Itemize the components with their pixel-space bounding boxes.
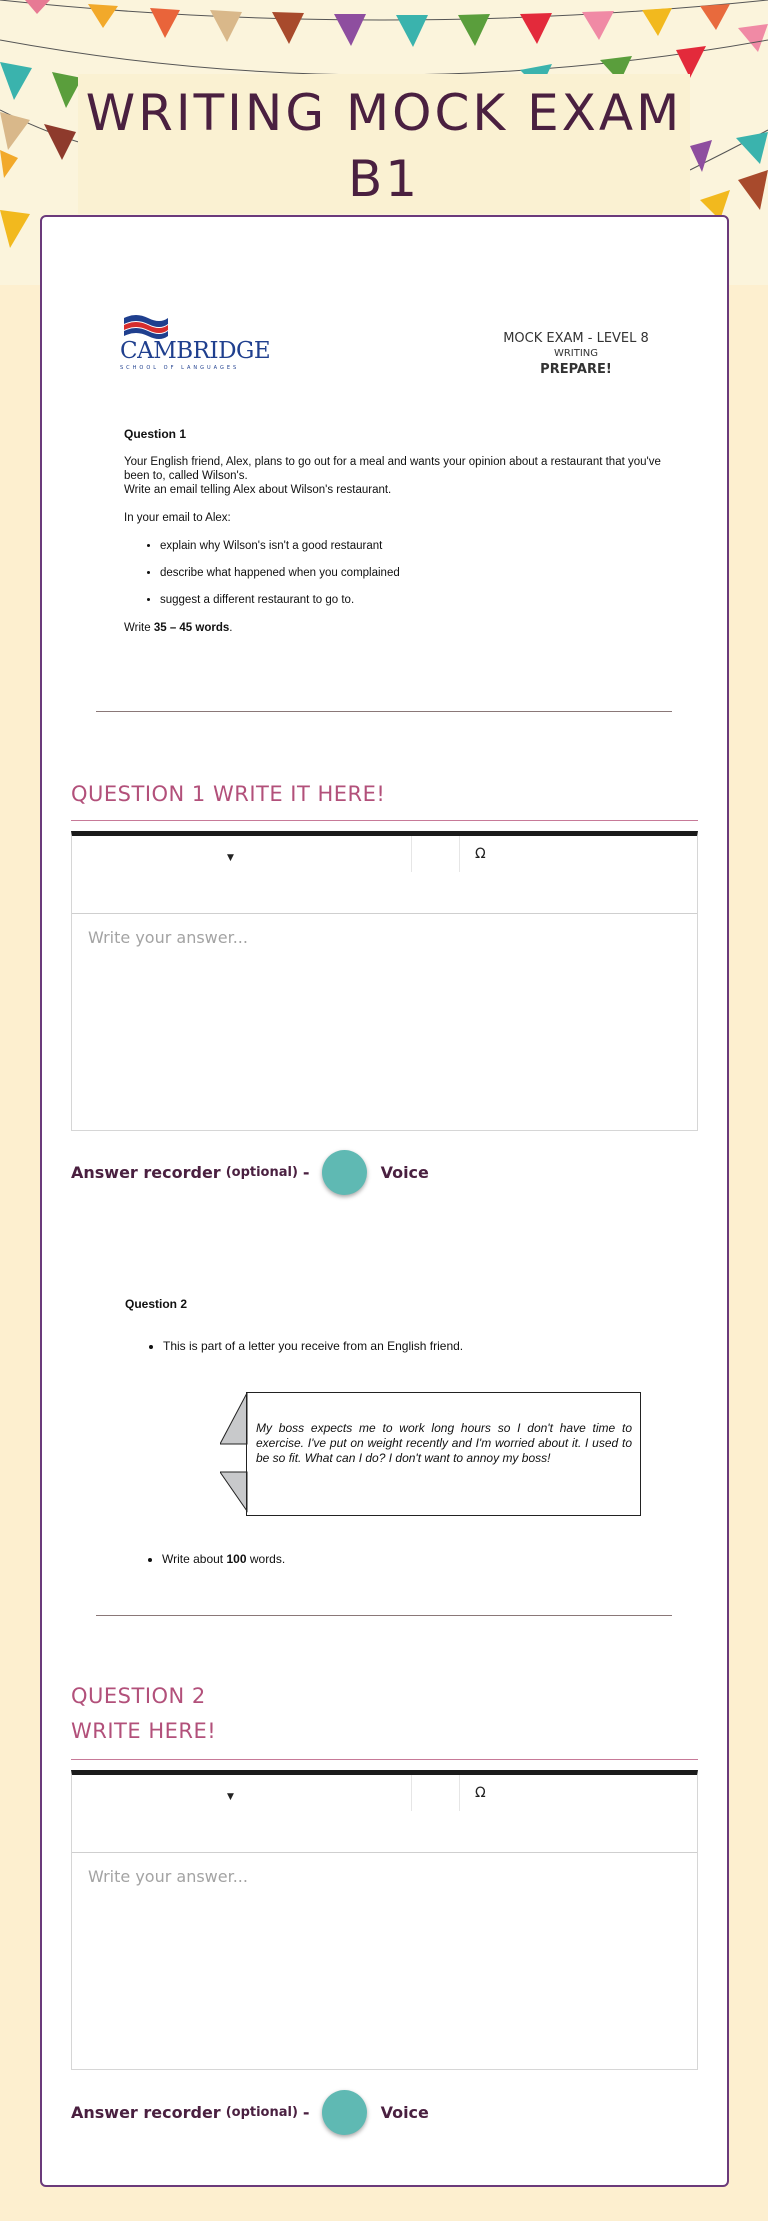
record-voice-button[interactable] [322, 2090, 367, 2135]
logo-wordmark: CAMBRIDGE [120, 338, 271, 364]
recorder-dash: - [302, 1163, 310, 1182]
toolbar-separator [459, 836, 460, 872]
list-item: • This is part of a letter you receive from an English friend. [163, 1339, 645, 1353]
question-2-word-limit [162, 1552, 285, 1566]
list-item: • explain why Wilson's isn't a good restaurant [160, 539, 684, 553]
voice-label: Voice [380, 2103, 429, 2122]
question-1-lead-in: In your email to Alex: [124, 512, 231, 524]
letter-text: My boss expects me to work long hours so I don't have time to exercise. I've put on weight recently and I'm worried about it. I used to be so fit. What can I do? I don't want to annoy my boss! [246, 1392, 641, 1516]
recorder-label: Answer recorder [71, 1163, 221, 1182]
logo-subtext: SCHOOL OF LANGUAGES [120, 365, 240, 371]
answer-2-recorder [71, 2090, 429, 2135]
question-1-bullets [160, 539, 684, 607]
exam-skill: WRITING [553, 348, 599, 359]
section-2-rule [71, 1759, 698, 1760]
exam-level: MOCK EXAM - LEVEL 8 [503, 331, 649, 346]
section-2-title-line-1: QUESTION 2 [71, 1684, 206, 1708]
answer-1-recorder [71, 1150, 429, 1195]
page-title: WRITING MOCK EXAM B1 [85, 84, 683, 208]
question-1-word-limit [124, 621, 684, 635]
word-limit-count: 100 [226, 1552, 247, 1566]
section-1-rule [71, 820, 698, 821]
exam-prepare: PREPARE! [540, 362, 612, 377]
divider [96, 1615, 672, 1616]
cambridge-logo [120, 312, 280, 372]
question-2-heading: Question 2 [125, 1297, 188, 1311]
section-2-title [71, 1679, 216, 1749]
answer-1-editor [71, 831, 698, 1131]
exam-header [476, 331, 676, 377]
letter-excerpt [220, 1392, 642, 1516]
divider [96, 711, 672, 712]
answer-2-input[interactable] [72, 1853, 697, 2069]
recorder-dash: - [302, 2103, 310, 2122]
exam-card [40, 215, 729, 2187]
editor-1-toolbar [72, 836, 697, 914]
recorder-optional: (optional) [225, 2105, 298, 2120]
question-1-intro: Your English friend, Alex, plans to go out for a meal and wants your opinion about a restaurant that you've been to, called Wilson's. [124, 456, 661, 482]
toolbar-separator [411, 836, 412, 872]
chevron-down-icon[interactable]: ▼ [227, 1792, 234, 1802]
list-item [162, 1552, 285, 1566]
section-2-title-line-2: WRITE HERE! [71, 1719, 217, 1743]
answer-2-editor [71, 1770, 698, 2070]
record-voice-button[interactable] [322, 1150, 367, 1195]
word-limit-suffix: . [229, 622, 233, 634]
question-1-heading: Question 1 [124, 427, 187, 441]
title-box [78, 74, 690, 214]
toolbar-separator [459, 1775, 460, 1811]
question-2-prompt [125, 1297, 645, 1366]
question-1-prompt [124, 427, 684, 635]
voice-label: Voice [380, 1163, 429, 1182]
word-limit-count: 35 – 45 words [153, 622, 230, 634]
word-limit-suffix: words. [246, 1552, 286, 1566]
section-1-title: QUESTION 1 WRITE IT HERE! [71, 782, 386, 806]
recorder-optional: (optional) [225, 1165, 298, 1180]
question-1-task: Write an email telling Alex about Wilson's restaurant. [124, 484, 392, 496]
editor-2-toolbar [72, 1775, 697, 1853]
list-item: • describe what happened when you complained [160, 566, 684, 580]
answer-1-input[interactable] [72, 914, 697, 1130]
toolbar-separator [411, 1775, 412, 1811]
word-limit-prefix: Write [124, 622, 154, 634]
word-limit-prefix: Write about [162, 1552, 227, 1566]
list-item: • suggest a different restaurant to go to. [160, 593, 684, 607]
special-characters-button[interactable]: Ω [475, 1785, 486, 1801]
chevron-down-icon[interactable]: ▼ [227, 853, 234, 863]
recorder-label: Answer recorder [71, 2103, 221, 2122]
special-characters-button[interactable]: Ω [475, 846, 486, 862]
question-2-bullets [163, 1339, 645, 1353]
